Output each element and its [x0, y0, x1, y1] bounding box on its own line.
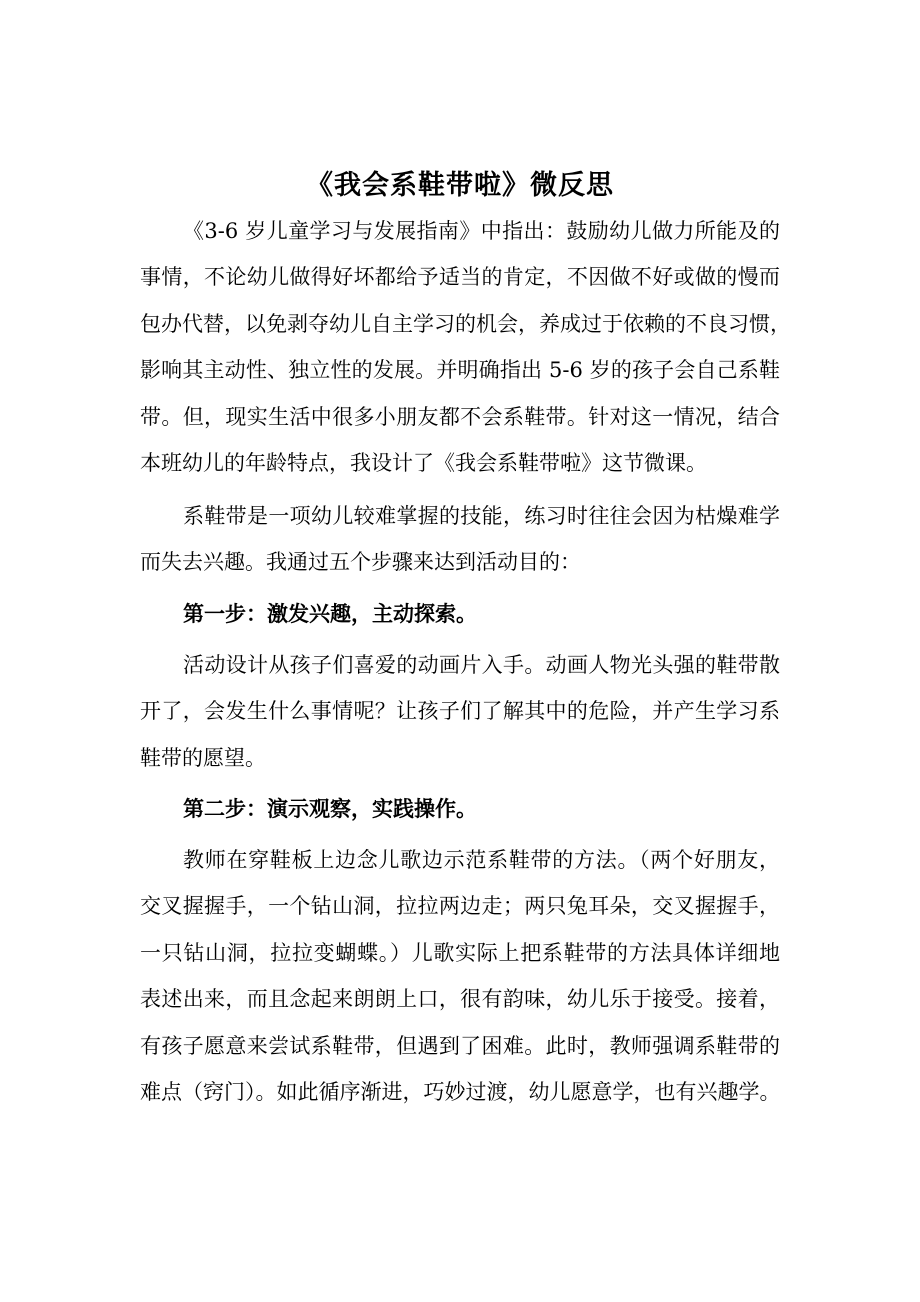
paragraph-line: 教师在穿鞋板上边念儿歌边示范系鞋带的方法。（两个好朋友，: [183, 848, 780, 872]
paragraph-line: 活动设计从孩子们喜爱的动画片入手。动画人物光头强的鞋带散: [183, 653, 780, 677]
paragraph-line: 交叉握握手，一个钻山洞，拉拉两边走；两只兔耳朵，交叉握握手，: [140, 894, 780, 918]
paragraph-line: 难点（窍门）。如此循序渐进，巧妙过渡，幼儿愿意学，也有兴趣学。: [140, 1080, 781, 1104]
paragraph-line: 事情，不论幼儿做得好坏都给予适当的肯定，不因做不好或做的慢而: [140, 265, 780, 289]
paragraph-line: 本班幼儿的年龄特点，我设计了《我会系鞋带啦》这节微课。: [140, 451, 707, 475]
paragraph-line: 表述出来，而且念起来朗朗上口，很有韵味，幼儿乐于接受。接着，: [140, 987, 780, 1011]
paragraph-line: 开了，会发生什么事情呢？让孩子们了解其中的危险，并产生学习系: [140, 699, 780, 723]
paragraph-line: 带。但，现实生活中很多小朋友都不会系鞋带。针对这一情况，结合: [140, 405, 780, 429]
step-one-heading: 第一步：激发兴趣，主动探索。: [183, 601, 477, 626]
paragraph-line: 而失去兴趣。我通过五个步骤来达到活动目的：: [140, 550, 581, 574]
paragraph-line: 包办代替，以免剥夺幼儿自主学习的机会，养成过于依赖的不良习惯，: [140, 312, 791, 336]
step-two-heading: 第二步：演示观察，实践操作。: [183, 796, 477, 821]
paragraph-line: 有孩子愿意来尝试系鞋带，但遇到了困难。此时，教师强调系鞋带的: [140, 1034, 780, 1058]
paragraph-line: 《3-6 岁儿童学习与发展指南》中指出：鼓励幼儿做力所能及的: [183, 219, 780, 243]
paragraph-line: 一只钻山洞，拉拉变蝴蝶。）儿歌实际上把系鞋带的方法具体详细地: [140, 941, 780, 965]
paragraph-line: 鞋带的愿望。: [140, 746, 266, 770]
paragraph-line: 系鞋带是一项幼儿较难掌握的技能，练习时往往会因为枯燥难学: [183, 504, 780, 528]
document-title: 《我会系鞋带啦》微反思: [306, 170, 614, 201]
paragraph-line: 影响其主动性、独立性的发展。并明确指出 5-6 岁的孩子会自己系鞋: [140, 358, 780, 382]
